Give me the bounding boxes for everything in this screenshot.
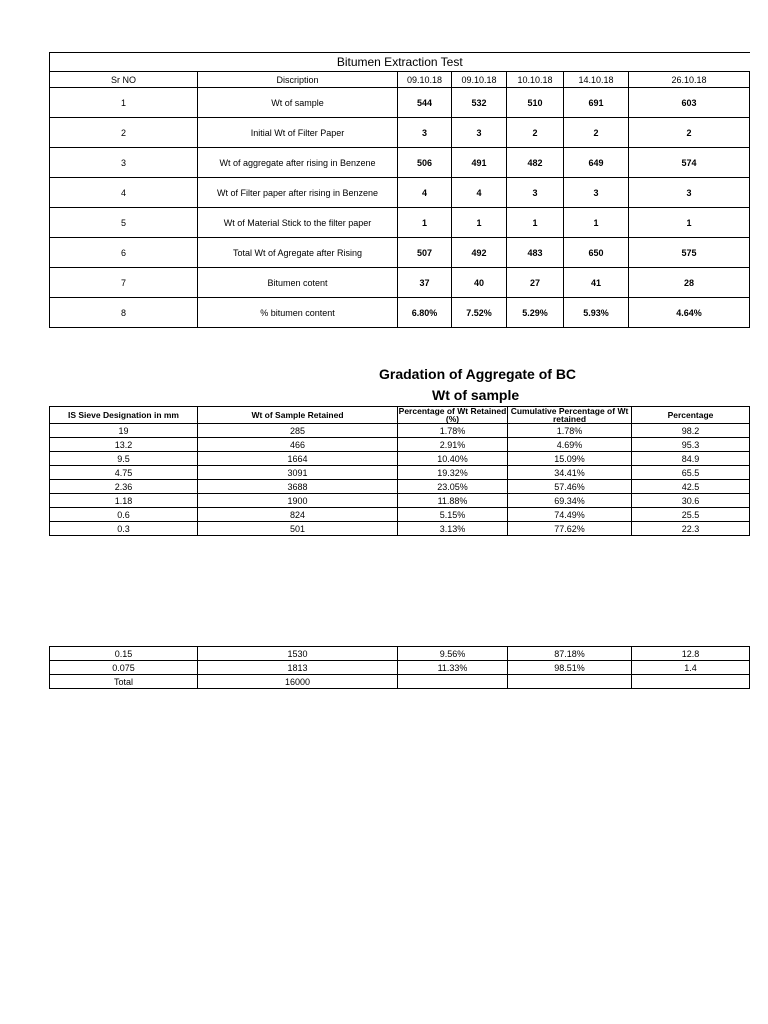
header-cell: 09.10.18 [398, 72, 452, 88]
table-cell: 1.18 [50, 494, 198, 508]
table-cell: 650 [564, 238, 629, 268]
table-cell: 15.09% [508, 452, 632, 466]
table-cell: 1 [629, 208, 750, 238]
table-cell: 3 [452, 118, 507, 148]
table-cell: 4 [50, 178, 198, 208]
table-cell: 3 [507, 178, 564, 208]
table-cell: 4.64% [629, 298, 750, 328]
table-cell: 507 [398, 238, 452, 268]
table-cell: 3.13% [398, 522, 508, 536]
table-row [50, 148, 750, 178]
table-cell: 10.40% [398, 452, 508, 466]
table-cell: 6.80% [398, 298, 452, 328]
table-cell: 3091 [198, 466, 398, 480]
table-cell: 506 [398, 148, 452, 178]
table-cell: 3688 [198, 480, 398, 494]
table-cell: 41 [564, 268, 629, 298]
table-cell: 19.32% [398, 466, 508, 480]
table-cell: 5.93% [564, 298, 629, 328]
table-cell: 3 [50, 148, 198, 178]
table-header-row [50, 407, 750, 424]
table-cell: 0.15 [50, 647, 198, 661]
table-cell: Wt of Filter paper after rising in Benzene [198, 178, 398, 208]
table-cell: 25.5 [632, 508, 750, 522]
table-header-row [50, 72, 750, 88]
table-cell: 2 [564, 118, 629, 148]
table-cell: 0.3 [50, 522, 198, 536]
table-cell: 30.6 [632, 494, 750, 508]
table-cell: 22.3 [632, 522, 750, 536]
table-cell: 5.15% [398, 508, 508, 522]
header-cell: Sr NO [50, 72, 198, 88]
table-cell: 84.9 [632, 452, 750, 466]
table-cell: 285 [198, 424, 398, 438]
gradation-table-bottom [49, 646, 750, 689]
table-row [50, 424, 750, 438]
table-cell: 1.4 [632, 661, 750, 675]
table-cell: 19 [50, 424, 198, 438]
table-cell: 1664 [198, 452, 398, 466]
table-cell: 532 [452, 88, 507, 118]
table-row [50, 647, 750, 661]
table-cell: 28 [629, 268, 750, 298]
table-cell: 23.05% [398, 480, 508, 494]
table-cell: 2.91% [398, 438, 508, 452]
table-row [50, 494, 750, 508]
table-cell: 8 [50, 298, 198, 328]
table-row [50, 438, 750, 452]
table-cell [632, 675, 750, 689]
table-cell: 13.2 [50, 438, 198, 452]
bitumen-extraction-table [49, 52, 750, 328]
table-cell: 7.52% [452, 298, 507, 328]
gradation-title: Gradation of Aggregate of BC [379, 366, 577, 382]
table-cell: 1900 [198, 494, 398, 508]
table-cell: 544 [398, 88, 452, 118]
header-cell: Percentage [632, 407, 750, 424]
table-cell [398, 675, 508, 689]
table-row [50, 118, 750, 148]
table-cell: 5 [50, 208, 198, 238]
header-cell: IS Sieve Designation in mm [50, 407, 198, 424]
table-cell: 492 [452, 238, 507, 268]
table-cell: 2 [629, 118, 750, 148]
table-cell: 2 [507, 118, 564, 148]
table-cell: 1530 [198, 647, 398, 661]
table-cell: 3 [629, 178, 750, 208]
table-row [50, 208, 750, 238]
table-row [50, 268, 750, 298]
table-cell: 37 [398, 268, 452, 298]
table-cell: 4.75 [50, 466, 198, 480]
table-cell: 5.29% [507, 298, 564, 328]
table-cell: 1813 [198, 661, 398, 675]
table-cell: 1.78% [508, 424, 632, 438]
table-cell: 575 [629, 238, 750, 268]
table-cell: 9.5 [50, 452, 198, 466]
table-cell: 12.8 [632, 647, 750, 661]
table-row [50, 480, 750, 494]
table-row [50, 508, 750, 522]
table-row [50, 522, 750, 536]
table-cell: 74.49% [508, 508, 632, 522]
header-cell: Discription [198, 72, 398, 88]
extraction-title: Bitumen Extraction Test [50, 53, 750, 72]
header-cell: 26.10.18 [629, 72, 750, 88]
table-cell: 2.36 [50, 480, 198, 494]
table-row [50, 466, 750, 480]
table-cell: 0.6 [50, 508, 198, 522]
table-row [50, 661, 750, 675]
table-cell: 1 [50, 88, 198, 118]
table-cell: Initial Wt of Filter Paper [198, 118, 398, 148]
table-cell: 57.46% [508, 480, 632, 494]
table-cell: 510 [507, 88, 564, 118]
table-cell: 4 [452, 178, 507, 208]
table-row [50, 675, 750, 689]
table-cell: 574 [629, 148, 750, 178]
table-cell: 1.78% [398, 424, 508, 438]
table-cell: 691 [564, 88, 629, 118]
table-cell: 491 [452, 148, 507, 178]
table-cell: 34.41% [508, 466, 632, 480]
header-cell: 14.10.18 [564, 72, 629, 88]
header-cell: Percentage of Wt Retained (%) [398, 406, 507, 424]
table-cell [508, 675, 632, 689]
table-cell: 69.34% [508, 494, 632, 508]
header-cell: 10.10.18 [507, 72, 564, 88]
table-cell: 824 [198, 508, 398, 522]
table-row [50, 298, 750, 328]
table-cell: 42.5 [632, 480, 750, 494]
table-cell: 483 [507, 238, 564, 268]
table-cell: 77.62% [508, 522, 632, 536]
header-cell: Cumulative Percentage of Wt retained [508, 407, 632, 424]
table-cell: 4.69% [508, 438, 632, 452]
table-cell: 87.18% [508, 647, 632, 661]
table-cell: 603 [629, 88, 750, 118]
table-cell: 482 [507, 148, 564, 178]
table-cell: Total [50, 675, 198, 689]
table-row [50, 238, 750, 268]
table-cell: 9.56% [398, 647, 508, 661]
table-cell: 2 [50, 118, 198, 148]
table-cell: Wt of aggregate after rising in Benzene [198, 148, 398, 178]
header-cell: 09.10.18 [452, 72, 507, 88]
table-cell: 11.33% [398, 661, 508, 675]
table-row [50, 88, 750, 118]
table-cell: 40 [452, 268, 507, 298]
table-cell: 501 [198, 522, 398, 536]
table-cell: Bitumen cotent [198, 268, 398, 298]
table-cell: 27 [507, 268, 564, 298]
table-cell: 3 [564, 178, 629, 208]
table-cell: 6 [50, 238, 198, 268]
table-cell: 98.51% [508, 661, 632, 675]
gradation-table-top [49, 406, 750, 536]
table-row [50, 452, 750, 466]
table-cell: Total Wt of Agregate after Rising [198, 238, 398, 268]
table-cell: 4 [398, 178, 452, 208]
table-cell: 1 [452, 208, 507, 238]
table-cell: 0.075 [50, 661, 198, 675]
table-cell: 65.5 [632, 466, 750, 480]
table-cell: % bitumen content [198, 298, 398, 328]
table-cell: 7 [50, 268, 198, 298]
table-cell: Wt of Material Stick to the filter paper [198, 208, 398, 238]
table-cell: 466 [198, 438, 398, 452]
header-cell: Wt of Sample Retained [198, 407, 398, 424]
table-cell: 1 [507, 208, 564, 238]
table-cell: 98.2 [632, 424, 750, 438]
table-cell: 11.88% [398, 494, 508, 508]
table-cell: Wt of sample [198, 88, 398, 118]
table-cell: 16000 [198, 675, 398, 689]
table-row [50, 178, 750, 208]
table-cell: 95.3 [632, 438, 750, 452]
table-cell: 1 [564, 208, 629, 238]
gradation-subtitle: Wt of sample [432, 387, 520, 403]
table-cell: 1 [398, 208, 452, 238]
table-cell: 649 [564, 148, 629, 178]
table-cell: 3 [398, 118, 452, 148]
